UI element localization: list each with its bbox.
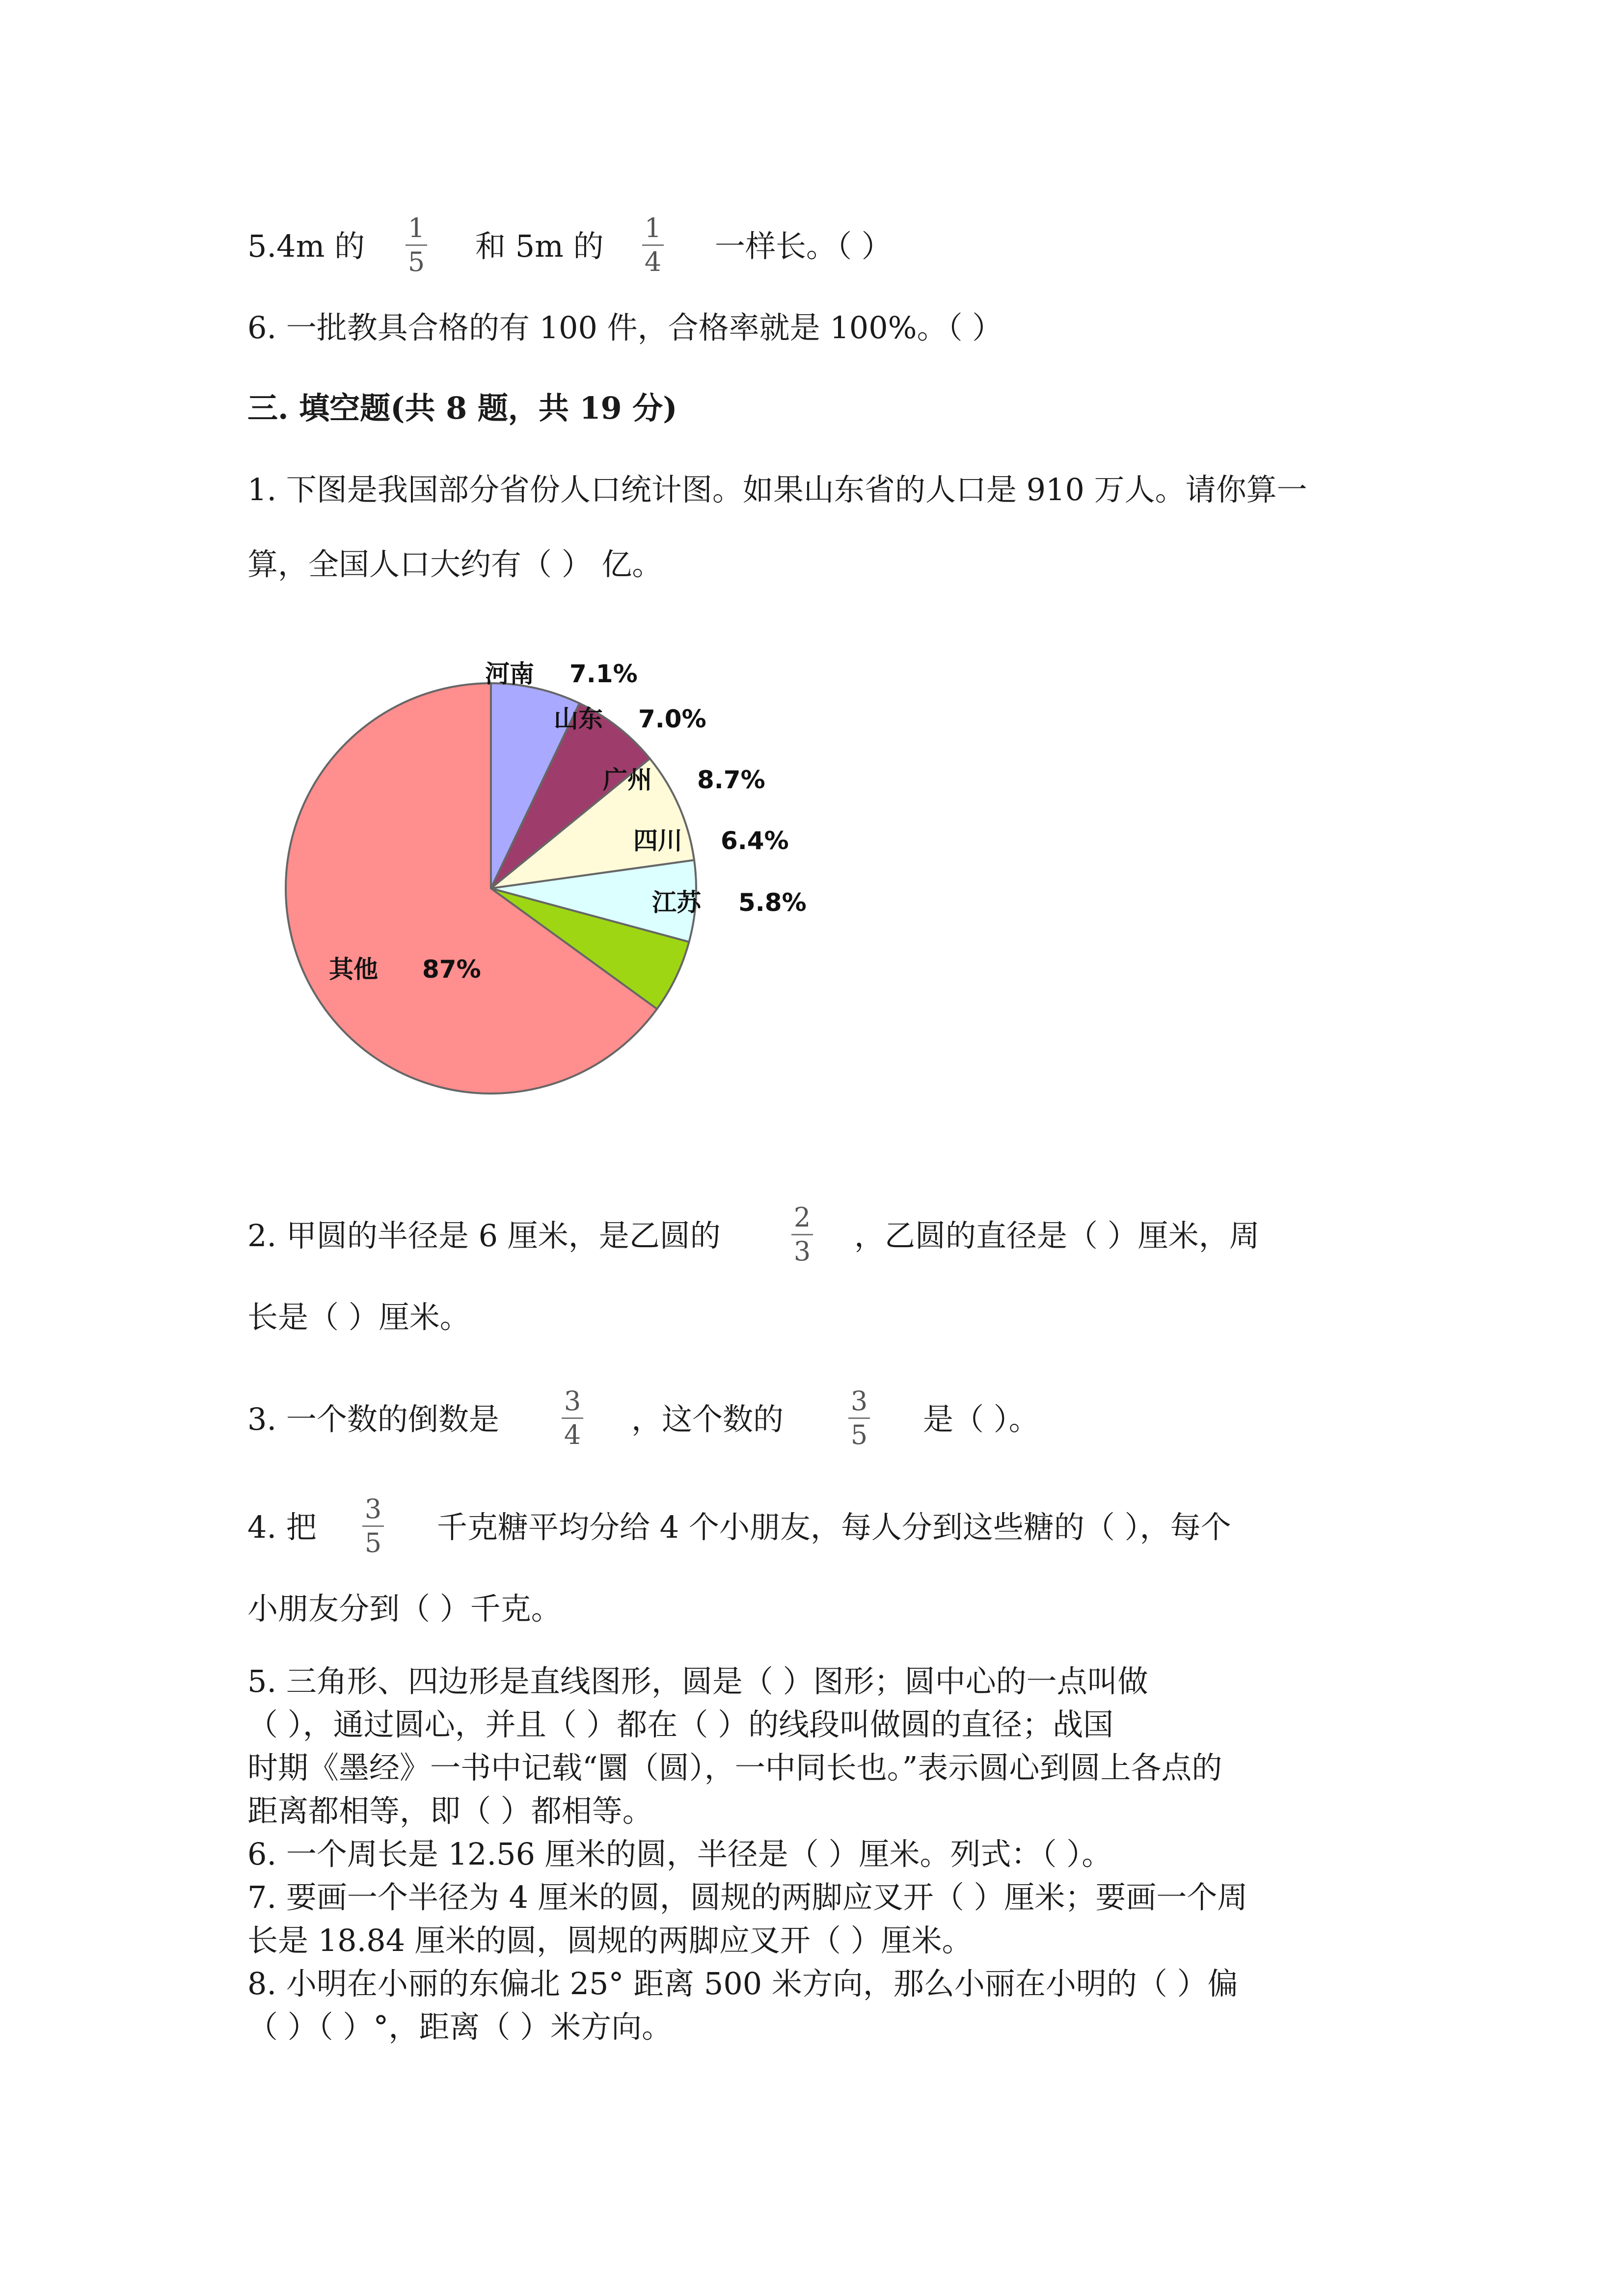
fraction-bar — [362, 1525, 384, 1527]
pie-value-4: 5.8% — [738, 888, 807, 917]
fill-q1-line1 — [247, 470, 1307, 509]
fill-q2-line1 — [247, 1216, 721, 1255]
pie-label-0: 河南 — [485, 660, 534, 688]
pie-value-5: 87% — [422, 955, 481, 984]
pie-value-0: 7.1% — [569, 660, 638, 688]
fill-q7-line: 7. 要画一个半径为 4 厘米的圆，圆规的两脚应叉开（ ）厘米；要画一个周 — [247, 1879, 1248, 1915]
fraction-numerator: 3 — [564, 1386, 581, 1416]
pie-value-3: 6.4% — [721, 827, 789, 855]
fraction-numerator: 1 — [407, 213, 425, 243]
fill-q4-line1-rest — [437, 1508, 1231, 1547]
q5-fraction-1 — [402, 214, 431, 276]
fill-q2-text2: 长是（ ）厘米。 — [247, 1299, 470, 1335]
fraction-bar — [848, 1417, 870, 1419]
q5-part3-line — [715, 227, 892, 266]
pie-label-1: 山东 — [554, 705, 603, 733]
fraction-denominator: 5 — [364, 1527, 382, 1558]
fill-q3-part3: 是（ ）。 — [923, 1401, 1039, 1437]
pie-label-3: 四川 — [633, 827, 682, 855]
fill-q6-line: 6. 一个周长是 12.56 厘米的圆，半径是（ ）厘米。列式：（ ）。 — [247, 1836, 1112, 1872]
pie-label-5: 其他 — [329, 955, 378, 984]
fill-q3-part3-line — [923, 1400, 1039, 1439]
pie-value-2: 8.7% — [697, 766, 765, 794]
fill-q5-block — [247, 1660, 1377, 1833]
fill-q1-text1: 1. 下图是我国部分省份人口统计图。如果山东省的人口是 910 万人。请你算一 — [247, 472, 1307, 507]
pie-chart-svg — [275, 653, 864, 1124]
fraction-bar — [791, 1234, 813, 1235]
fill-q2-part2: ，乙圆的直径是（ ）厘米，周 — [854, 1218, 1260, 1254]
q6-text: 6. 一批教具合格的有 100 件，合格率就是 100%。（ ） — [247, 310, 1003, 346]
section-heading — [247, 389, 677, 428]
fill-q5-line: 5. 三角形、四边形是直线图形，圆是（ ）图形；圆中心的一点叫做 — [247, 1663, 1148, 1699]
fill-q4-text2: 小朋友分到（ ）千克。 — [247, 1591, 562, 1627]
fill-q2-line1-rest — [854, 1216, 1260, 1255]
q5-part1: 5.4m 的 — [247, 228, 365, 264]
fill-q4-line2 — [247, 1589, 562, 1629]
fraction-denominator: 5 — [850, 1419, 868, 1450]
pie-value-1: 7.0% — [638, 705, 706, 733]
q5-part3: 一样长。（ ） — [715, 228, 892, 264]
fill-q4-fraction — [358, 1495, 388, 1557]
fill-q7-block — [247, 1876, 1377, 1962]
fill-q8-line: 8. 小明在小丽的东偏北 25° 距离 500 米方向，那么小丽在小明的（ ）偏 — [247, 1966, 1238, 2002]
fraction-denominator: 3 — [793, 1236, 811, 1267]
fill-q2-part1: 2. 甲圆的半径是 6 厘米，是乙圆的 — [247, 1218, 721, 1254]
fill-q4-part1: 4. 把 — [247, 1509, 317, 1545]
fill-q3-part1: 3. 一个数的倒数是 — [247, 1401, 499, 1437]
population-pie-chart — [275, 653, 864, 1124]
fill-q2-line2 — [247, 1298, 470, 1337]
fraction-bar — [406, 244, 427, 246]
fill-q4-part2: 千克糖平均分给 4 个小朋友，每人分到这些糖的（ ），每个 — [437, 1509, 1231, 1545]
fill-q5-line: 距离都相等，即（ ）都相等。 — [247, 1793, 653, 1829]
fill-q8-block — [247, 1962, 1377, 2049]
fill-q1-line2 — [247, 545, 662, 584]
fill-q1-text2: 算，全国人口大约有（ ） 亿。 — [247, 546, 663, 582]
fill-q5-line: （ ），通过圆心，并且（ ）都在（ ）的线段叫做圆的直径；战国 — [247, 1707, 1114, 1742]
q5-part2-line — [475, 227, 604, 266]
fraction-denominator: 4 — [644, 246, 662, 277]
q5-fraction-2 — [638, 214, 668, 276]
fill-q3-fraction-2 — [844, 1387, 874, 1449]
section-heading-text: 三. 填空题(共 8 题，共 19 分) — [247, 390, 677, 426]
fraction-bar — [562, 1417, 583, 1419]
fraction-bar — [642, 244, 664, 246]
fill-q3-fraction-1 — [558, 1387, 587, 1449]
judgment-q6-line — [247, 308, 1002, 347]
pie-label-2: 广州 — [603, 766, 652, 794]
fraction-numerator: 2 — [793, 1202, 811, 1233]
fill-q2-fraction — [787, 1203, 817, 1266]
fill-q8-line: （ ）（ ）°，距离（ ）米方向。 — [247, 2009, 673, 2045]
fraction-denominator: 4 — [564, 1419, 581, 1450]
fraction-numerator: 3 — [364, 1494, 382, 1524]
fill-q3-line — [247, 1400, 499, 1439]
fill-q4-line1 — [247, 1508, 317, 1547]
fill-q5-line: 时期《墨经》一书中记载“圜（圆），一中同长也。”表示圆心到圆上各点的 — [247, 1750, 1222, 1786]
fraction-numerator: 1 — [644, 213, 662, 243]
judgment-q5-line — [247, 227, 365, 266]
fraction-numerator: 3 — [850, 1386, 868, 1416]
fraction-denominator: 5 — [407, 246, 425, 277]
fill-q7-line: 长是 18.84 厘米的圆，圆规的两脚应叉开（ ）厘米。 — [247, 1922, 973, 1958]
fill-q6-block — [247, 1833, 1377, 1876]
fill-q3-part2: ，这个数的 — [631, 1401, 784, 1437]
pie-label-4: 江苏 — [652, 888, 701, 917]
q5-part2: 和 5m 的 — [475, 228, 604, 264]
fill-q3-part2-line — [631, 1400, 784, 1439]
